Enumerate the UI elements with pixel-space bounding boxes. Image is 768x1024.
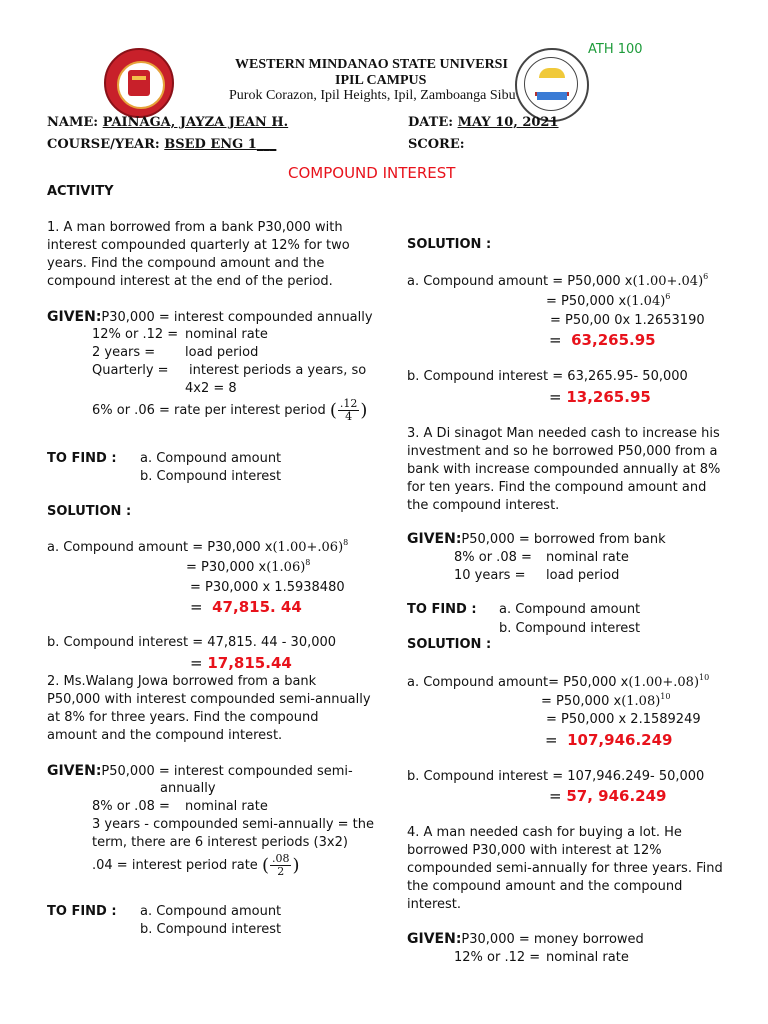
- given-2-rate-term: 8% or .08 =: [92, 799, 170, 814]
- solution-1a-line-2: = P30,000 $x(1.06)^8$: [186, 558, 311, 575]
- solution-label: SOLUTION :: [407, 637, 492, 652]
- solution-3b-answer: [549, 787, 666, 805]
- to-find-b: b. Compound interest: [140, 469, 282, 484]
- math-expression: 1.08: [626, 694, 656, 709]
- given-1-quarterly-term: Quarterly =: [92, 363, 169, 378]
- solution-1a-line-1: a. Compound amount = P30,000 $x(1.00+.06)^8$: [47, 538, 349, 555]
- to-find-b: b. Compound interest: [140, 922, 282, 937]
- exponent: 10: [699, 673, 710, 682]
- given-1-quarterly-calc: 4x2 = 8: [185, 381, 237, 396]
- interest-period-rate-text: .04 = interest period rate: [92, 858, 258, 873]
- fraction-denominator: 2: [277, 865, 285, 878]
- equals-sign: =: [545, 731, 558, 749]
- problem-3-line: 3. A Di sinagot Man needed cash to increase his: [407, 426, 720, 441]
- given-1-rate-term: 12% or .12 =: [92, 327, 179, 342]
- solution-2b-line: b. Compound interest = 63,265.95- 50,000: [407, 369, 688, 384]
- problem-2-line: at 8% for three years. Find the compound: [47, 710, 319, 725]
- external-studies-seal-icon: [515, 48, 589, 122]
- problem-2-line: P50,000 with interest compounded semi-annually: [47, 692, 371, 707]
- math-expression: 1.04: [631, 294, 661, 309]
- solution-text: = P50,000 x: [541, 694, 622, 709]
- given-2-years-line-2: term, there are 6 interest periods (3x2): [92, 835, 348, 850]
- problem-2-line: 2. Ms.Walang Jowa borrowed from a bank: [47, 674, 317, 689]
- given-2-value: P50,000 = interest compounded semi-: [101, 764, 353, 779]
- page-title: COMPOUND INTEREST: [288, 164, 456, 182]
- problem-2-line: amount and the compound interest.: [47, 728, 283, 743]
- exponent: 8: [343, 538, 349, 547]
- answer-value: 17,815.44: [207, 654, 292, 672]
- course-value: BSED ENG 1: [164, 137, 257, 152]
- solution-2b-answer: [549, 388, 651, 406]
- solution-1b-line: b. Compound interest = 47,815. 44 - 30,000: [47, 635, 337, 650]
- given-3-years-desc: load period: [546, 568, 620, 583]
- answer-value: 13,265.95: [566, 388, 651, 406]
- problem-3-line: bank with increase compounded annually at 8%: [407, 462, 721, 477]
- to-find-label: TO FIND :: [47, 904, 117, 919]
- university-name: WESTERN MINDANAO STATE UNIVERSI: [235, 57, 508, 72]
- campus-address: Purok Corazon, Ipil Heights, Ipil, Zamboanga Sibu: [229, 88, 516, 103]
- problem-1-line: compound interest at the end of the period.: [47, 274, 333, 289]
- exponent: 6: [665, 292, 671, 301]
- exponent: 8: [305, 558, 311, 567]
- problem-4-line: compounded semi-annually for three years. Find: [407, 861, 723, 876]
- given-3-value: P50,000 = borrowed from bank: [461, 532, 666, 547]
- problem-4-line: 4. A man needed cash for buying a lot. He: [407, 825, 682, 840]
- given-3-rate-desc: nominal rate: [546, 550, 629, 565]
- to-find-label: TO FIND :: [47, 451, 117, 466]
- problem-3-line: for ten years. Find the compound amount and: [407, 480, 707, 495]
- solution-text: a. Compound amount= P50,000 x: [407, 675, 629, 690]
- problem-4-line: the compound amount and the compound: [407, 879, 683, 894]
- given-2-interest-period-rate: .04 = interest period rate ( $\frac{.08}{2}$ ): [92, 852, 300, 878]
- problem-1-line: 1. A man borrowed from a bank P30,000 with: [47, 220, 343, 235]
- problem-3-text: [407, 425, 720, 515]
- math-expression: 1.00+.08: [633, 675, 694, 690]
- solution-2a-line-1: a. Compound amount = P50,000 $x(1.00+.04)^6$: [407, 272, 709, 289]
- to-find-b: b. Compound interest: [499, 621, 641, 636]
- given-1-years-term: 2 years =: [92, 345, 156, 360]
- answer-value: 57, 946.249: [566, 787, 667, 805]
- to-find-label: TO FIND :: [407, 602, 477, 617]
- solution-text: = P50,000 x: [546, 294, 627, 309]
- problem-3-line: investment and so he borrowed P50,000 from a: [407, 444, 718, 459]
- given-3-rate-term: 8% or .08 =: [454, 550, 532, 565]
- given-1-years-desc: load period: [185, 345, 259, 360]
- name-value: PAINAGA, JAYZA JEAN H.: [102, 115, 289, 130]
- given-1-value: P30,000 = interest compounded annually: [101, 310, 373, 325]
- course-field: [47, 137, 276, 152]
- answer-value: 47,815. 44: [212, 598, 302, 616]
- activity-heading: ACTIVITY: [47, 184, 114, 199]
- problem-4-line: borrowed P30,000 with interest at 12%: [407, 843, 662, 858]
- date-value: MAY 10, 2021: [457, 115, 559, 130]
- given-2-rate-desc: nominal rate: [185, 799, 268, 814]
- problem-1-line: interest compounded quarterly at 12% for two: [47, 238, 350, 253]
- to-find-a: a. Compound amount: [140, 904, 282, 919]
- solution-text: = P30,000 x: [186, 560, 267, 575]
- given-1-rate-desc: nominal rate: [185, 327, 268, 342]
- equals-sign: =: [549, 388, 562, 406]
- given-2-years-line-1: 3 years - compounded semi-annually = the: [92, 817, 375, 832]
- solution-3a-line-3: = P50,000 x 2.1589249: [546, 712, 701, 727]
- problem-2-text: [47, 673, 371, 745]
- given-1-interest-period-rate: 6% or .06 = rate per interest period ( $\frac{.12}{4}$ ): [92, 397, 368, 423]
- solution-label: SOLUTION :: [47, 504, 132, 519]
- answer-value: 63,265.95: [571, 331, 656, 349]
- course-label: COURSE/YEAR:: [47, 137, 160, 152]
- solution-2a-line-2: = P50,000 $x(1.04)^6$: [546, 292, 671, 309]
- given-1-line: [47, 309, 373, 325]
- given-4-line: [407, 931, 644, 947]
- rate-fraction: [338, 398, 360, 423]
- given-label: GIVEN:: [407, 931, 462, 947]
- equals-sign: =: [549, 331, 562, 349]
- given-4-value: P30,000 = money borrowed: [461, 932, 644, 947]
- given-4-rate-term: 12% or .12 =: [454, 950, 541, 965]
- equals-sign: =: [190, 598, 203, 616]
- solution-1a-line-3: = P30,000 x 1.5938480: [190, 580, 345, 595]
- solution-1a-answer: [190, 598, 302, 616]
- given-3-line: [407, 531, 666, 547]
- given-label: GIVEN:: [407, 531, 462, 547]
- name-label: NAME:: [47, 115, 99, 130]
- problem-4-line: interest.: [407, 897, 462, 912]
- fraction-denominator: 4: [345, 410, 353, 423]
- answer-value: 107,946.249: [567, 731, 673, 749]
- problem-1-line: years. Find the compound amount and the: [47, 256, 325, 271]
- fraction-numerator: .08: [271, 852, 290, 865]
- given-3-years-term: 10 years =: [454, 568, 526, 583]
- fraction-numerator: .12: [339, 397, 358, 410]
- given-label: GIVEN:: [47, 763, 102, 779]
- date-field: [408, 115, 559, 130]
- math-expression: 1.00+.06: [277, 540, 339, 555]
- course-blank: ___: [256, 137, 277, 152]
- date-label: DATE:: [408, 115, 454, 130]
- given-4-rate-desc: nominal rate: [546, 950, 629, 965]
- problem-4-text: [407, 824, 723, 914]
- score-label: SCORE:: [408, 137, 465, 152]
- interest-period-rate-text: 6% or .06 = rate per interest period: [92, 403, 326, 418]
- math-expression: 1.00+.04: [637, 274, 699, 289]
- solution-3a-line-2: = P50,000 $x(1.08)^{10}$: [541, 692, 671, 709]
- math-expression: 1.06: [271, 560, 301, 575]
- exponent: 6: [703, 272, 709, 281]
- given-2-continuation: annually: [160, 781, 216, 796]
- rate-fraction: [270, 853, 292, 878]
- university-seal-icon: [104, 48, 174, 118]
- solution-3a-line-1: a. Compound amount= P50,000 $x(1.00+.08)^{10}$: [407, 673, 710, 690]
- solution-text: a. Compound amount = P30,000 x: [47, 540, 273, 555]
- given-1-quarterly-desc: interest periods a years, so: [189, 363, 367, 378]
- subject-tag: ATH 100: [588, 42, 643, 57]
- given-label: GIVEN:: [47, 309, 102, 325]
- problem-1-text: [47, 219, 350, 291]
- solution-3b-line: b. Compound interest = 107,946.249- 50,000: [407, 769, 705, 784]
- campus-name: IPIL CAMPUS: [335, 73, 427, 88]
- problem-3-line: the compound interest.: [407, 498, 560, 513]
- solution-label: SOLUTION :: [407, 237, 492, 252]
- solution-2a-answer: [549, 331, 656, 349]
- equals-sign: =: [549, 787, 562, 805]
- equals-sign: =: [190, 654, 203, 672]
- name-field: [47, 115, 288, 130]
- solution-3a-answer: [545, 731, 672, 749]
- solution-1b-answer: [190, 654, 292, 672]
- to-find-a: a. Compound amount: [499, 602, 641, 617]
- solution-2a-line-3: = P50,00 0x 1.2653190: [550, 313, 705, 328]
- exponent: 10: [660, 692, 671, 701]
- to-find-a: a. Compound amount: [140, 451, 282, 466]
- solution-text: a. Compound amount = P50,000 x: [407, 274, 633, 289]
- given-2-line: [47, 763, 353, 779]
